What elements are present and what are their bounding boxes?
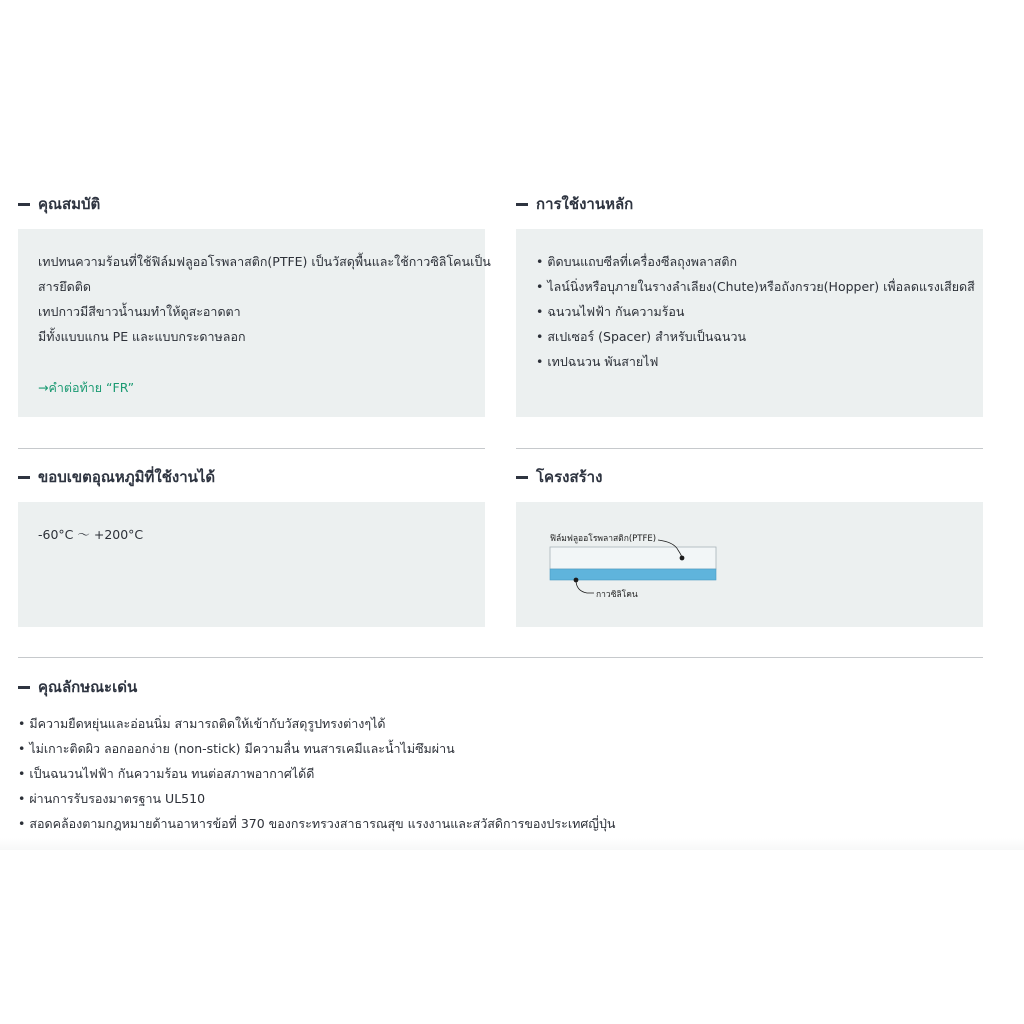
heading-dash-icon [18, 203, 30, 206]
features-list [18, 711, 615, 836]
features-title: คุณลักษณะเด่น [38, 678, 138, 696]
feature-item: • สอดคล้องตามกฎหมายด้านอาหารข้อที่ 370 ของกระทรวงสาธารณสุข แรงงานและสวัสดิการของประเทศญี่ปุ่น [18, 811, 615, 836]
main-use-item: • สเปเซอร์ (Spacer) สำหรับเป็นฉนวน [536, 324, 983, 349]
temperature-heading [18, 465, 215, 489]
properties-line: มีทั้งแบบแกน PE และแบบกระดาษลอก [38, 329, 246, 344]
adhesive-label: กาวซิลิโคน [596, 590, 638, 600]
feature-item: • เป็นฉนวนไฟฟ้า กันความร้อน ทนต่อสภาพอากาศได้ดี [18, 761, 615, 786]
properties-line: เทปกาวมีสีขาวน้ำนมทำให้ดูสะอาดตา [38, 304, 241, 319]
properties-title: คุณสมบัติ [38, 195, 101, 213]
features-heading [18, 675, 137, 699]
fr-suffix-link[interactable]: →คำต่อท้าย “FR” [38, 380, 135, 395]
ptfe-film-layer [550, 547, 716, 569]
section-divider [18, 657, 983, 658]
properties-line: สารยึดติด [38, 279, 92, 294]
feature-item: • ผ่านการรับรองมาตรฐาน UL510 [18, 786, 615, 811]
main-uses-title: การใช้งานหลัก [536, 195, 634, 213]
bottom-fade [0, 838, 1024, 850]
heading-dash-icon [18, 476, 30, 479]
properties-box [18, 229, 491, 417]
structure-heading [516, 465, 602, 489]
feature-item: • มีความยืดหยุ่นและอ่อนนิ่ม สามารถติดให้เข้ากับวัสดุรูปทรงต่างๆได้ [18, 711, 615, 736]
section-divider [516, 448, 983, 449]
main-use-item: • ติดบนแถบซีลที่เครื่องซีลถุงพลาสติก [536, 249, 983, 274]
main-use-item: • ไลน์นิ่งหรือบุภายในรางลำเลียง(Chute)หรือถังกรวย(Hopper) เพื่อลดแรงเสียดสี [536, 274, 983, 299]
temperature-title: ขอบเขตอุณหภูมิที่ใช้งานได้ [38, 468, 216, 486]
main-uses-heading [516, 192, 633, 216]
properties-line: เทปทนความร้อนที่ใช้ฟิล์มฟลูออโรพลาสติก(PTFE) เป็นวัสดุพื้นและใช้กาวซิลิโคนเป็น [38, 254, 491, 269]
structure-box [516, 502, 983, 627]
heading-dash-icon [516, 476, 528, 479]
tape-structure-diagram [516, 502, 983, 627]
section-divider [18, 448, 485, 449]
heading-dash-icon [18, 686, 30, 689]
main-use-item: • เทปฉนวน พันสายไฟ [536, 349, 983, 374]
main-uses-list [536, 249, 983, 374]
properties-heading [18, 192, 100, 216]
temperature-box [18, 502, 485, 627]
feature-item: • ไม่เกาะติดผิว ลอกออกง่าย (non-stick) มีความลื่น ทนสารเคมีและน้ำไม่ซึมผ่าน [18, 736, 615, 761]
main-uses-box [516, 229, 983, 417]
adhesive-leader-line [576, 580, 594, 593]
temperature-range: -60°C ～ +200°C [38, 527, 144, 542]
structure-title: โครงสร้าง [536, 468, 603, 486]
heading-dash-icon [516, 203, 528, 206]
film-marker-dot [680, 556, 685, 561]
film-label: ฟิล์มฟลูออโรพลาสติก(PTFE) [550, 534, 657, 544]
main-use-item: • ฉนวนไฟฟ้า กันความร้อน [536, 299, 983, 324]
